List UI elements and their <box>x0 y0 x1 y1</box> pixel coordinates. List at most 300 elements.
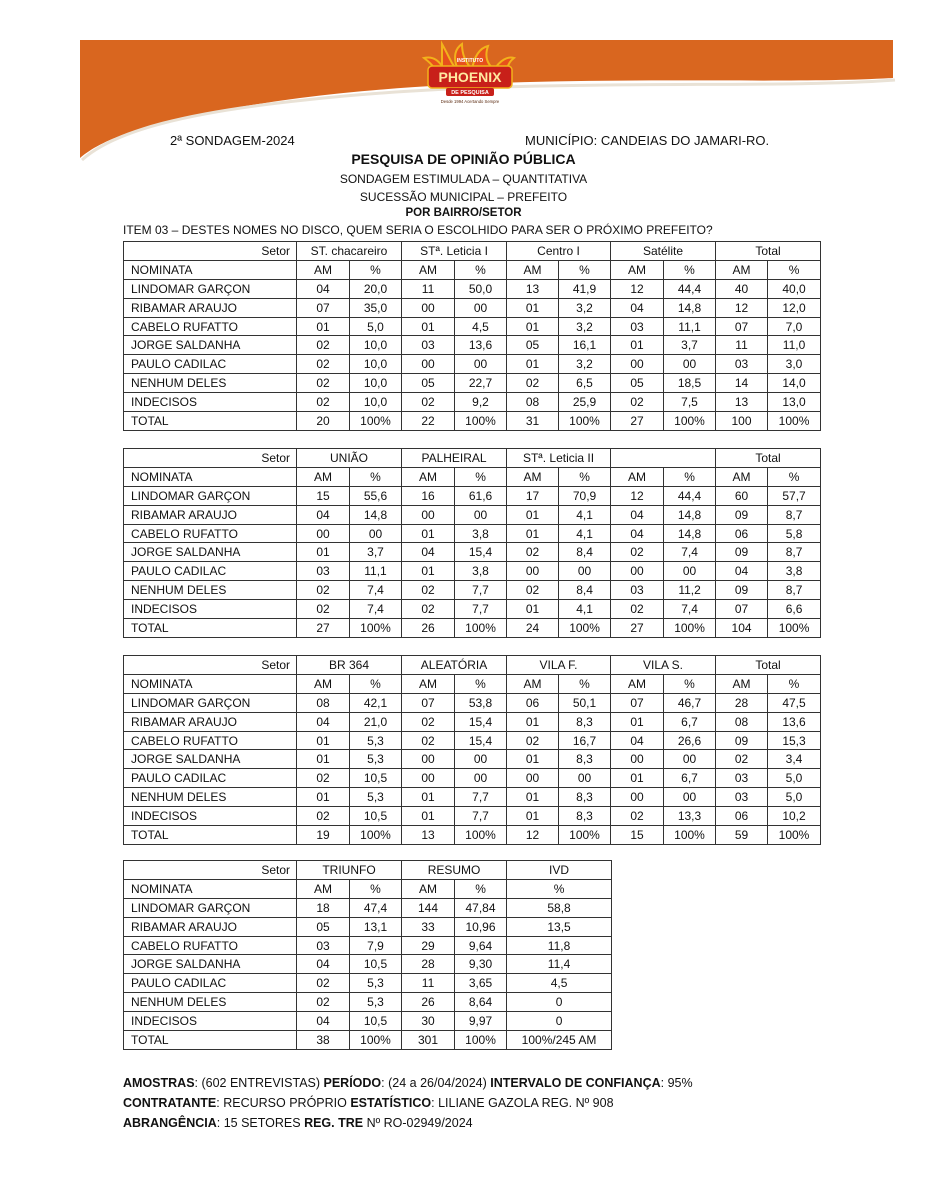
value-cell: 00 <box>559 769 611 788</box>
value-cell: 3,8 <box>768 562 821 581</box>
value-cell: 11 <box>402 279 455 298</box>
value-cell: 20 <box>297 412 350 431</box>
periodo-label: PERÍODO <box>323 1076 382 1090</box>
candidate-name: TOTAL <box>124 412 297 431</box>
value-cell: 09 <box>716 731 768 750</box>
footer-line-3 <box>123 1116 473 1130</box>
value-cell: 00 <box>455 505 507 524</box>
logo-brand-main: PHOENIX <box>438 69 502 85</box>
value-cell: 00 <box>402 769 455 788</box>
value-cell: 26,6 <box>664 731 716 750</box>
value-cell: 8,4 <box>559 581 611 600</box>
value-cell: 0 <box>507 993 612 1012</box>
value-cell: 01 <box>507 788 559 807</box>
value-cell: 5,0 <box>768 788 821 807</box>
value-cell: 15,4 <box>455 543 507 562</box>
column-subheader: % <box>455 467 507 486</box>
value-cell: 05 <box>402 374 455 393</box>
column-subheader: AM <box>507 260 559 279</box>
column-subheader: % <box>455 879 507 898</box>
value-cell: 12 <box>716 298 768 317</box>
value-cell: 33 <box>402 917 455 936</box>
abrangencia-value: : 15 SETORES <box>216 1116 305 1130</box>
value-cell: 6,5 <box>559 374 611 393</box>
candidate-row <box>124 279 821 298</box>
column-subheader: % <box>455 260 507 279</box>
value-cell: 100% <box>559 826 611 845</box>
candidate-name: NENHUM DELES <box>124 788 297 807</box>
value-cell: 11 <box>716 336 768 355</box>
value-cell: 100% <box>455 619 507 638</box>
value-cell: 08 <box>507 393 559 412</box>
value-cell: 100% <box>768 619 821 638</box>
value-cell: 100%/245 AM <box>507 1031 612 1050</box>
candidate-name: PAULO CADILAC <box>124 355 297 374</box>
contratante-label: CONTRATANTE <box>123 1096 217 1110</box>
value-cell: 02 <box>297 993 350 1012</box>
sector-header <box>611 449 716 468</box>
value-cell: 14,8 <box>350 505 402 524</box>
value-cell: 301 <box>402 1031 455 1050</box>
total-row <box>124 826 821 845</box>
candidate-name: RIBAMAR ARAUJO <box>124 712 297 731</box>
value-cell: 8,3 <box>559 807 611 826</box>
sector-header: IVD <box>507 861 612 880</box>
value-cell: 7,9 <box>350 936 402 955</box>
value-cell: 3,65 <box>455 974 507 993</box>
value-cell: 100% <box>664 619 716 638</box>
value-cell: 02 <box>507 731 559 750</box>
value-cell: 11,4 <box>507 955 612 974</box>
value-cell: 0 <box>507 1012 612 1031</box>
value-cell: 02 <box>297 581 350 600</box>
value-cell: 01 <box>402 524 455 543</box>
value-cell: 10,5 <box>350 769 402 788</box>
value-cell: 100% <box>455 826 507 845</box>
candidate-name: NENHUM DELES <box>124 993 297 1012</box>
value-cell: 5,0 <box>350 317 402 336</box>
logo-tagline: Desde 1994 Acertando Sempre <box>440 99 500 104</box>
header-banner <box>0 0 927 165</box>
nominata-label: NOMINATA <box>124 467 297 486</box>
value-cell: 01 <box>402 788 455 807</box>
value-cell: 04 <box>297 505 350 524</box>
sector-header: TRIUNFO <box>297 861 402 880</box>
sector-header: Total <box>716 242 821 261</box>
value-cell: 100 <box>716 412 768 431</box>
value-cell: 144 <box>402 898 455 917</box>
sector-header: ST. chacareiro <box>297 242 402 261</box>
value-cell: 02 <box>297 336 350 355</box>
column-subheader: AM <box>402 674 455 693</box>
value-cell: 07 <box>402 693 455 712</box>
results-table-4 <box>123 860 612 1050</box>
value-cell: 3,2 <box>559 298 611 317</box>
candidate-name: JORGE SALDANHA <box>124 750 297 769</box>
candidate-name: INDECISOS <box>124 393 297 412</box>
value-cell: 00 <box>402 298 455 317</box>
value-cell: 02 <box>402 581 455 600</box>
value-cell: 100% <box>455 1031 507 1050</box>
value-cell: 31 <box>507 412 559 431</box>
value-cell: 02 <box>716 750 768 769</box>
value-cell: 100% <box>350 412 402 431</box>
reg-tre-value: Nº RO-02949/2024 <box>363 1116 473 1130</box>
value-cell: 00 <box>455 355 507 374</box>
value-cell: 6,7 <box>664 712 716 731</box>
candidate-row <box>124 807 821 826</box>
value-cell: 100% <box>350 619 402 638</box>
value-cell: 44,4 <box>664 279 716 298</box>
reg-tre-label: REG. TRE <box>304 1116 364 1130</box>
value-cell: 10,5 <box>350 955 402 974</box>
value-cell: 100% <box>559 412 611 431</box>
column-subheader: AM <box>507 467 559 486</box>
value-cell: 15 <box>611 826 664 845</box>
value-cell: 04 <box>611 731 664 750</box>
value-cell: 01 <box>611 769 664 788</box>
value-cell: 4,1 <box>559 600 611 619</box>
value-cell: 02 <box>297 374 350 393</box>
value-cell: 7,4 <box>350 600 402 619</box>
sector-header: VILA S. <box>611 656 716 675</box>
column-subheader: % <box>768 467 821 486</box>
value-cell: 47,4 <box>350 898 402 917</box>
group-header-row <box>124 861 612 880</box>
value-cell: 01 <box>507 600 559 619</box>
column-subheader: AM <box>716 467 768 486</box>
column-subheader: % <box>768 674 821 693</box>
candidate-row <box>124 788 821 807</box>
value-cell: 11,8 <box>507 936 612 955</box>
value-cell: 28 <box>402 955 455 974</box>
value-cell: 47,5 <box>768 693 821 712</box>
value-cell: 04 <box>611 505 664 524</box>
results-table-1 <box>123 241 821 431</box>
municipality: MUNICÍPIO: CANDEIAS DO JAMARI-RO. <box>525 133 770 148</box>
candidate-name: CABELO RUFATTO <box>124 936 297 955</box>
sector-header: STª. Leticia I <box>402 242 507 261</box>
value-cell: 15 <box>297 486 350 505</box>
candidate-row <box>124 600 821 619</box>
value-cell: 00 <box>664 562 716 581</box>
value-cell: 04 <box>297 1012 350 1031</box>
value-cell: 01 <box>507 524 559 543</box>
total-row <box>124 1031 612 1050</box>
value-cell: 16 <box>402 486 455 505</box>
value-cell: 46,7 <box>664 693 716 712</box>
value-cell: 21,0 <box>350 712 402 731</box>
value-cell: 7,4 <box>664 600 716 619</box>
value-cell: 04 <box>611 298 664 317</box>
value-cell: 40 <box>716 279 768 298</box>
value-cell: 11,2 <box>664 581 716 600</box>
column-subheader: % <box>768 260 821 279</box>
value-cell: 01 <box>611 336 664 355</box>
candidate-row <box>124 543 821 562</box>
value-cell: 00 <box>402 505 455 524</box>
page-title: PESQUISA DE OPINIÃO PÚBLICA <box>351 151 576 167</box>
value-cell: 3,8 <box>455 524 507 543</box>
group-header-row <box>124 449 821 468</box>
value-cell: 09 <box>716 543 768 562</box>
value-cell: 00 <box>611 750 664 769</box>
column-subheader: % <box>664 674 716 693</box>
value-cell: 03 <box>611 317 664 336</box>
group-header-row <box>124 242 821 261</box>
value-cell: 12 <box>611 486 664 505</box>
value-cell: 3,7 <box>664 336 716 355</box>
value-cell: 02 <box>611 600 664 619</box>
value-cell: 55,6 <box>350 486 402 505</box>
sector-header: PALHEIRAL <box>402 449 507 468</box>
value-cell: 70,9 <box>559 486 611 505</box>
value-cell: 100% <box>768 412 821 431</box>
candidate-name: LINDOMAR GARÇON <box>124 898 297 917</box>
value-cell: 50,1 <box>559 693 611 712</box>
subheader-row <box>124 879 612 898</box>
column-subheader: AM <box>297 467 350 486</box>
value-cell: 10,0 <box>350 336 402 355</box>
value-cell: 5,3 <box>350 788 402 807</box>
footer-line-2 <box>123 1096 614 1110</box>
value-cell: 00 <box>455 750 507 769</box>
value-cell: 00 <box>611 562 664 581</box>
candidate-row <box>124 974 612 993</box>
sector-header: Total <box>716 656 821 675</box>
candidate-row <box>124 486 821 505</box>
value-cell: 100% <box>350 826 402 845</box>
value-cell: 00 <box>350 524 402 543</box>
value-cell: 16,1 <box>559 336 611 355</box>
value-cell: 12 <box>507 826 559 845</box>
column-subheader: % <box>350 674 402 693</box>
value-cell: 26 <box>402 993 455 1012</box>
value-cell: 27 <box>297 619 350 638</box>
setor-label: Setor <box>124 242 297 261</box>
candidate-row <box>124 917 612 936</box>
value-cell: 44,4 <box>664 486 716 505</box>
candidate-row <box>124 693 821 712</box>
value-cell: 8,64 <box>455 993 507 1012</box>
value-cell: 8,7 <box>768 543 821 562</box>
value-cell: 14 <box>716 374 768 393</box>
value-cell: 27 <box>611 619 664 638</box>
candidate-name: INDECISOS <box>124 1012 297 1031</box>
candidate-name: JORGE SALDANHA <box>124 336 297 355</box>
value-cell: 6,7 <box>664 769 716 788</box>
candidate-name: TOTAL <box>124 1031 297 1050</box>
value-cell: 7,5 <box>664 393 716 412</box>
subtitle-office: SUCESSÃO MUNICIPAL – PREFEITO <box>359 190 568 204</box>
value-cell: 10,96 <box>455 917 507 936</box>
periodo-value: : (24 a 26/04/2024) <box>381 1076 491 1090</box>
intervalo-label: INTERVALO DE CONFIANÇA <box>490 1076 661 1090</box>
value-cell: 100% <box>350 1031 402 1050</box>
value-cell: 15,4 <box>455 712 507 731</box>
candidate-name: PAULO CADILAC <box>124 974 297 993</box>
candidate-row <box>124 317 821 336</box>
value-cell: 8,3 <box>559 788 611 807</box>
candidate-name: LINDOMAR GARÇON <box>124 693 297 712</box>
value-cell: 22,7 <box>455 374 507 393</box>
value-cell: 17 <box>507 486 559 505</box>
value-cell: 00 <box>455 769 507 788</box>
value-cell: 60 <box>716 486 768 505</box>
results-table-2 <box>123 448 821 638</box>
value-cell: 6,6 <box>768 600 821 619</box>
value-cell: 02 <box>297 769 350 788</box>
value-cell: 10,0 <box>350 393 402 412</box>
value-cell: 15,3 <box>768 731 821 750</box>
value-cell: 10,0 <box>350 355 402 374</box>
sector-header: Total <box>716 449 821 468</box>
value-cell: 40,0 <box>768 279 821 298</box>
value-cell: 3,8 <box>455 562 507 581</box>
value-cell: 7,7 <box>455 788 507 807</box>
value-cell: 02 <box>297 974 350 993</box>
value-cell: 28 <box>716 693 768 712</box>
total-row <box>124 619 821 638</box>
value-cell: 104 <box>716 619 768 638</box>
value-cell: 7,7 <box>455 600 507 619</box>
contratante-value: : RECURSO PRÓPRIO <box>216 1096 351 1110</box>
value-cell: 20,0 <box>350 279 402 298</box>
value-cell: 9,97 <box>455 1012 507 1031</box>
value-cell: 5,3 <box>350 750 402 769</box>
value-cell: 5,3 <box>350 974 402 993</box>
value-cell: 06 <box>507 693 559 712</box>
value-cell: 13 <box>402 826 455 845</box>
candidate-name: LINDOMAR GARÇON <box>124 486 297 505</box>
column-subheader: AM <box>507 674 559 693</box>
subheader-row <box>124 674 821 693</box>
column-subheader: % <box>350 467 402 486</box>
candidate-name: INDECISOS <box>124 807 297 826</box>
candidate-row <box>124 731 821 750</box>
value-cell: 02 <box>611 393 664 412</box>
value-cell: 14,0 <box>768 374 821 393</box>
candidate-name: TOTAL <box>124 826 297 845</box>
value-cell: 3,7 <box>350 543 402 562</box>
sector-header: STª. Leticia II <box>507 449 611 468</box>
value-cell: 38 <box>297 1031 350 1050</box>
value-cell: 01 <box>297 317 350 336</box>
value-cell: 19 <box>297 826 350 845</box>
value-cell: 05 <box>611 374 664 393</box>
value-cell: 02 <box>402 731 455 750</box>
amostras-label: AMOSTRAS <box>123 1076 195 1090</box>
value-cell: 03 <box>716 355 768 374</box>
candidate-name: CABELO RUFATTO <box>124 524 297 543</box>
value-cell: 100% <box>768 826 821 845</box>
value-cell: 3,2 <box>559 355 611 374</box>
value-cell: 14,8 <box>664 505 716 524</box>
value-cell: 02 <box>507 543 559 562</box>
column-subheader: AM <box>297 260 350 279</box>
sector-header: Centro I <box>507 242 611 261</box>
sector-header: VILA F. <box>507 656 611 675</box>
value-cell: 01 <box>297 543 350 562</box>
value-cell: 04 <box>297 279 350 298</box>
column-subheader: AM <box>297 674 350 693</box>
column-subheader: % <box>507 879 612 898</box>
value-cell: 00 <box>402 355 455 374</box>
column-subheader: AM <box>402 879 455 898</box>
value-cell: 30 <box>402 1012 455 1031</box>
value-cell: 10,2 <box>768 807 821 826</box>
value-cell: 8,3 <box>559 750 611 769</box>
logo-brand-sub: DE PESQUISA <box>451 90 489 96</box>
column-subheader: AM <box>716 260 768 279</box>
value-cell: 11 <box>402 974 455 993</box>
column-subheader: % <box>559 260 611 279</box>
candidate-name: CABELO RUFATTO <box>124 731 297 750</box>
value-cell: 5,8 <box>768 524 821 543</box>
value-cell: 01 <box>507 317 559 336</box>
value-cell: 01 <box>507 298 559 317</box>
value-cell: 9,30 <box>455 955 507 974</box>
value-cell: 02 <box>507 374 559 393</box>
value-cell: 03 <box>611 581 664 600</box>
candidate-row <box>124 374 821 393</box>
value-cell: 07 <box>716 317 768 336</box>
estatistico-label: ESTATÍSTICO <box>350 1096 432 1110</box>
candidate-name: JORGE SALDANHA <box>124 955 297 974</box>
column-subheader: % <box>664 467 716 486</box>
candidate-name: RIBAMAR ARAUJO <box>124 917 297 936</box>
abrangencia-label: ABRANGÊNCIA <box>123 1116 217 1130</box>
value-cell: 02 <box>402 393 455 412</box>
value-cell: 00 <box>611 355 664 374</box>
value-cell: 7,7 <box>455 581 507 600</box>
value-cell: 100% <box>455 412 507 431</box>
value-cell: 10,0 <box>350 374 402 393</box>
nominata-label: NOMINATA <box>124 879 297 898</box>
value-cell: 01 <box>297 788 350 807</box>
column-subheader: AM <box>402 467 455 486</box>
subheader-row <box>124 260 821 279</box>
value-cell: 01 <box>402 317 455 336</box>
value-cell: 18 <box>297 898 350 917</box>
value-cell: 42,1 <box>350 693 402 712</box>
candidate-name: PAULO CADILAC <box>124 769 297 788</box>
value-cell: 59 <box>716 826 768 845</box>
value-cell: 06 <box>716 807 768 826</box>
value-cell: 5,3 <box>350 993 402 1012</box>
value-cell: 11,1 <box>350 562 402 581</box>
footer-line-1 <box>123 1076 693 1090</box>
results-table-3 <box>123 655 821 845</box>
value-cell: 01 <box>507 712 559 731</box>
value-cell: 100% <box>559 619 611 638</box>
value-cell: 01 <box>402 562 455 581</box>
value-cell: 9,64 <box>455 936 507 955</box>
candidate-row <box>124 955 612 974</box>
survey-edition: 2ª SONDAGEM-2024 <box>170 133 295 148</box>
estatistico-value: : LILIANE GAZOLA REG. Nº 908 <box>431 1096 614 1110</box>
value-cell: 3,4 <box>768 750 821 769</box>
value-cell: 00 <box>507 769 559 788</box>
value-cell: 13,6 <box>455 336 507 355</box>
value-cell: 7,4 <box>350 581 402 600</box>
value-cell: 02 <box>297 600 350 619</box>
survey-question: ITEM 03 – DESTES NOMES NO DISCO, QUEM SERIA O ESCOLHIDO PARA SER O PRÓXIMO PREFEITO? <box>123 223 713 237</box>
value-cell: 22 <box>402 412 455 431</box>
candidate-name: TOTAL <box>124 619 297 638</box>
column-subheader: AM <box>611 674 664 693</box>
value-cell: 00 <box>402 750 455 769</box>
